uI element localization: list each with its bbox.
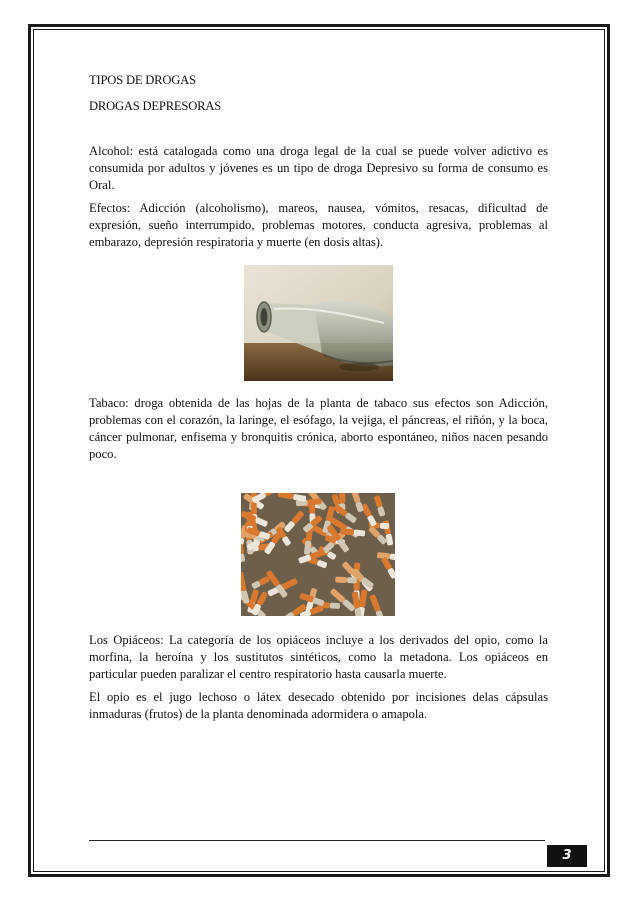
cigarette-butts-image [241,493,395,616]
paragraph-efectos: Efectos: Adicción (alcoholismo), mareos, nausea, vómitos, resacas, dificultad de expresión, sueño interrumpido, problemas motores, conducta agresiva, problemas al embarazo, depresión respiratoria y muerte (en dosis altas). [89,201,548,249]
paragraph-tabaco: Tabaco: droga obtenida de las hojas de la planta de tabaco sus efectos son Adicción, problemas con el corazón, la laringe, el esófago, la vejiga, el páncreas, el riñón, y la boca, cáncer pulmonar, enfisema y bronquitis crónica, aborto espontáneo, niños nacen pesando poco. [89,396,548,461]
footer-rule [89,840,545,841]
paragraph-opiaceos: Los Opiáceos: La categoría de los opiáceos incluye a los derivados del opio, como la morfina, la heroína y los sustitutos sintéticos, como la metadona. Los opiáceos en particular pueden paralizar el centro respiratorio hasta causarla muerte. [89,633,548,681]
heading-drogas-depresoras: DROGAS DEPRESORAS [89,99,222,113]
document-body [89,72,548,729]
bottle-image [244,265,393,381]
paragraph-alcohol: Alcohol: está catalogada como una droga legal de la cual se puede volver adictivo es consumida por adultos y jóvenes es un tipo de droga Depresivo su forma de consumo es Oral. [89,144,548,192]
heading-tipos-de-drogas: TIPOS DE DROGAS [89,73,196,87]
page-number-badge: 3 [547,845,587,867]
paragraph-opio: El opio es el jugo lechoso o látex desecado obtenido por incisiones delas cápsulas inmaduras (frutos) de la planta denominada adormidera o amapola. [89,690,548,721]
